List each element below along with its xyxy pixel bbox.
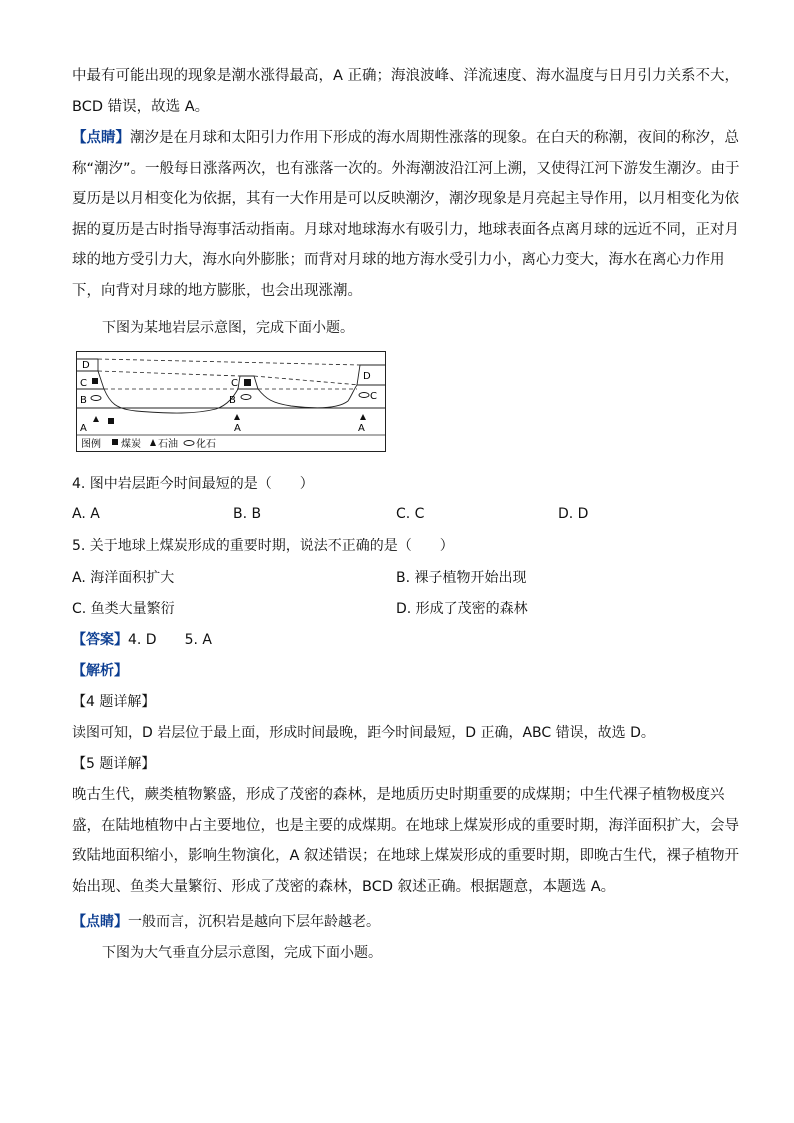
layer-label-b-mid: B (229, 395, 236, 406)
text-line: 盛，在陆地植物中占主要地位，也是主要的成煤期。在地球上煤炭形成的重要时期，海洋面积扩大，会导 (72, 817, 739, 834)
q4-option-a[interactable]: A. A (72, 506, 100, 522)
q4-option-c[interactable]: C. C (396, 506, 425, 522)
layer-label-d-right: D (363, 371, 371, 382)
q4-option-d[interactable]: D. D (558, 506, 589, 522)
q5-option-a[interactable]: A. 海洋面积扩大 (72, 570, 175, 586)
legend-coal-symbol (112, 439, 118, 445)
q4-option-b[interactable]: B. B (233, 506, 262, 522)
coal-symbol (244, 379, 251, 386)
legend-fossil-label: 化石 (196, 439, 216, 450)
text-line: 球的地方受引力大，海水向外膨胀；而背对月球的地方海水受引力小，离心力变大，海水在离心力作用 (72, 252, 725, 268)
text-line: 据的夏历是古时指导海事活动指南。月球对地球海水有吸引力，地球表面各点离月球的远近不同，正对月 (72, 221, 739, 238)
coal-symbol (92, 378, 98, 384)
detail-5-paragraph (72, 780, 740, 902)
layer-label-a-left: A (80, 423, 87, 434)
text-line: BCD 错误，故选 A。 (72, 98, 210, 115)
detail-4-text: 读图可知，D 岩层位于最上面，形成时间最晚，距今时间最短，D 正确，ABC 错误，故选 D。 (72, 725, 655, 741)
text-line: 下，向背对月球的地方膨胀，也会出现涨潮。 (72, 282, 362, 299)
text-line: 致陆地面积缩小，影响生物演化，A 叙述错误；在地球上煤炭形成的重要时期，即晚古生代，裸子植物开 (72, 848, 740, 864)
rock-strata-figure (76, 351, 386, 452)
question-4-stem: 4. 图中岩层距今时间最短的是（ ） (72, 476, 314, 492)
detail-4-tag: 【4 题详解】 (72, 694, 156, 710)
text-line: 晚古生代，蕨类植物繁盛，形成了茂密的森林，是地质历史时期重要的成煤期；中生代裸子植物极度兴 (72, 787, 725, 803)
dianjing-paragraph-1 (72, 123, 740, 306)
previous-answer-paragraph (72, 61, 740, 122)
dianjing-line-2 (72, 911, 380, 931)
layer-label-a-right: A (358, 423, 365, 434)
text-line: 中最有可能出现的现象是潮水涨得最高，A 正确；海浪波峰、洋流速度、海水温度与日月引力关系不大， (72, 68, 740, 84)
answer-line (72, 629, 212, 649)
detail-5-tag: 【5 题详解】 (72, 756, 156, 772)
figure-intro: 下图为某地岩层示意图，完成下面小题。 (102, 320, 354, 336)
legend-prefix: 图例 (81, 439, 101, 450)
text-line-content: 潮汐是在月球和太阳引力作用下形成的海水周期性涨落的现象。在白天的称潮，夜间的称汐，总 (130, 130, 739, 146)
figure-intro-2: 下图为大气垂直分层示意图，完成下面小题。 (102, 945, 382, 961)
question-5-stem: 5. 关于地球上煤炭形成的重要时期，说法不正确的是（ ） (72, 538, 454, 554)
text-line (72, 123, 739, 154)
q5-option-d[interactable]: D. 形成了茂密的森林 (396, 601, 528, 617)
layer-label-b-left: B (80, 395, 87, 406)
dianjing-text: 一般而言，沉积岩是越向下层年龄越老。 (128, 914, 380, 930)
legend-oil-label: 石油 (158, 439, 178, 450)
legend-coal-label: 煤炭 (121, 439, 141, 450)
answer-text: 4. D 5. A (128, 632, 212, 648)
layer-label-a-mid: A (234, 423, 241, 434)
answer-tag: 【答案】 (72, 632, 128, 648)
layer-label-c-mid: C (231, 378, 238, 389)
text-line: 始出现、鱼类大量繁衍、形成了茂密的森林，BCD 叙述正确。根据题意，本题选 A。 (72, 878, 616, 895)
layer-label-d-left: D (82, 360, 90, 371)
q5-option-b[interactable]: B. 裸子植物开始出现 (396, 570, 527, 586)
coal-symbol (108, 418, 114, 424)
q5-option-c[interactable]: C. 鱼类大量繁衍 (72, 601, 175, 617)
text-line: 称“潮汐”。一般每日涨落两次，也有涨落一次的。外海潮波沿江河上溯，又使得江河下游发生潮汐。由于 (72, 160, 740, 177)
dianjing-tag: 【点睛】 (72, 914, 128, 930)
layer-label-c-right: C (370, 391, 377, 402)
text-line: 夏历是以月相变化为依据，其有一大作用是可以反映潮汐，潮汐现象是月亮起主导作用，以月相变化为依 (72, 191, 739, 207)
analysis-tag: 【解析】 (72, 663, 128, 679)
layer-label-c-left: C (80, 378, 87, 389)
dianjing-tag: 【点睛】 (72, 130, 130, 146)
